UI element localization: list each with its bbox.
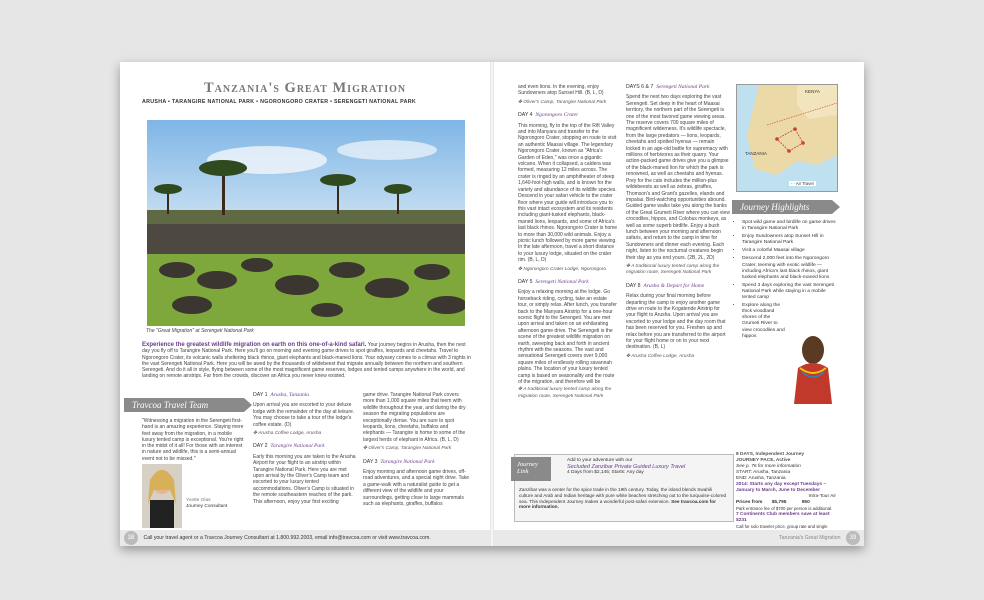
day8-heading: DAY 8 Arusha & Depart for Home bbox=[626, 282, 705, 289]
page-number-right: 39 bbox=[846, 531, 860, 545]
day4-lodging: ✤ Ngorongoro Crater Lodge, Ngorongoro bbox=[518, 266, 607, 272]
map-label-kenya: KENYA bbox=[805, 89, 820, 94]
day8-lodging: ✤ Arusha Coffee Lodge, Arusha bbox=[626, 353, 695, 359]
facts-call: Call for solo traveler price, group rate and single bbox=[736, 524, 828, 529]
team-quote: "Witnessing a migration in the Serengeti first-hand is an amazing experience. Staying mere feet away from the migration, in a mobile luxury tented camp is exceptional. You're right in the midst of it all! For those with an interest in nature and wildlife, this is a semi-annual event not to be missed." bbox=[142, 418, 244, 462]
day8-text: Relax during your final morning before departing the camp to enjoy another game drive en route to the Kogatende Airstrip for your flight to Arusha. Upon arrival you are escorted to your lodge and the day room that has been reserved for you. Freshen up and relax before you are transferred to the airport for your flight home or on to your next destination. (B, L) bbox=[626, 293, 726, 351]
intro-paragraph bbox=[142, 342, 472, 380]
highlight-item: • Spend 3 days exploring the vast Serengeti National Park while staying in a mobile tented camp bbox=[742, 283, 838, 301]
facts-pace: JOURNEY PACE, Active bbox=[736, 458, 791, 463]
journey-link-banner: Journey Link bbox=[511, 457, 551, 481]
facts-fee: Park entrance fee of $700 per person is additional. bbox=[736, 506, 833, 511]
migration-photo bbox=[147, 120, 465, 326]
itinerary-column-1 bbox=[253, 392, 357, 505]
day67-heading: DAYS 6 & 7 Serengeti National Park bbox=[626, 84, 710, 90]
day4-heading: DAY 4 Ngorongoro Crater bbox=[518, 112, 579, 119]
carryover-text: and even lions. In the evening, enjoy Sundowners atop Sunset Hill. (B, L, D) bbox=[518, 84, 604, 97]
journey-highlights-banner: Journey Highlights bbox=[732, 200, 832, 214]
facts-days: 8 DAYS, Independent Journey bbox=[736, 452, 805, 457]
tanzania-map-image bbox=[737, 85, 837, 191]
link-subtitle: 4 Days from $2,145; Starts: Any day bbox=[567, 470, 644, 475]
route-map bbox=[736, 84, 838, 192]
brochure-spread bbox=[120, 62, 864, 546]
left-footer bbox=[120, 530, 490, 546]
day2-text: Early this morning you are taken to the Arusha Airport for your flight to an airstrip within Tarangire National Park. Here you are met upon arrival by the Oliver's Camp team and escorted to your luxury tented accommodations. Oliver's Camp is situated in the remote southeastern reaches of the park. This afternoon, enjoy your first exciting bbox=[253, 453, 356, 505]
map-label-tanzania: TANZANIA bbox=[745, 151, 767, 156]
map-legend: - - Air Travel bbox=[791, 181, 814, 186]
highlight-item: • Spot wild game and birdlife on game drives in Tarangire National Park bbox=[742, 220, 838, 232]
day1-lodging: ✤ Arusha Coffee Lodge, Arusha bbox=[253, 431, 322, 437]
intro-lead: Experience the greatest wildlife migration on earth on this one-of-a-kind safari. bbox=[142, 342, 367, 348]
itinerary-column-3 bbox=[518, 84, 618, 406]
highlight-item: • Descend 2,000 feet into the Ngorongoro Crater, teeming with exotic wildlife — including Africa's last black rhinos, giant tusked elephants and black-maned lions bbox=[742, 256, 838, 280]
link-more: See travcoa.com for more information. bbox=[519, 498, 716, 510]
facts-pace-note: See p. 76 for more information bbox=[736, 464, 801, 469]
photo-caption: The "Great Migration" at Serengeti National Park bbox=[146, 328, 254, 334]
day5-text: Enjoy a relaxing morning at the lodge. Go horseback riding, cycling, take an estate tour, or simply relax. After lunch, you transfer back to the Manyara Airstrip for a one-hour scenic flight to the Serengeti. You are met upon arrival and taken on an exhilarating afternoon game drive. The Serengeti is the scene of the greatest wildlife migration on earth, sweeping back and forth in ancient rhythm with the seasons. The vast and sensational Serengeti covers over 9,000 square miles of endlessly rolling savannah plains. The location of your luxury tented camp is based on seasonality and the route of the migration, and therefore will be bbox=[518, 289, 617, 385]
consultant-photo bbox=[142, 464, 182, 528]
consultant-role: Journey Consultant bbox=[186, 504, 228, 510]
day67-text: Spend the next two days exploring the vast Serengeti. Set deep in the heart of Maasai territory, the northern part of the Serengeti is one of the most favored game viewing areas. The reserve covers 700 square miles of magnificent wilderness. It's wildlife spectacle, from the large predators — lions, leopards, cheetahs and spotted hyenas — remain locked in an age-old battle for supremacy with millions of herbivores as their quarry. Your action-packed game drives give you a glimpse of the black-maned lion for which the park is renowned, as well as cheetahs and hyenas. Prey for the cats includes the million-plus wildebeests as well as zebras, giraffes, Thomson's and Grant's gazelles, elands and impalas. Bird-watching opportunities abound. Guided game walks take you along the banks of the Great Grumeti River where you can view crocodiles, hippos, and Colobus monkeys, as well as some superb birdlife. Enjoy a bush lunch between your morning and afternoon safaris, and return to the camp in time for Sundowners and dinner each evening. Each night, listen to the nocturnal creatures begin their day as you end yours. (2B, 2L, 2D) bbox=[626, 94, 730, 261]
itinerary-column-4 bbox=[626, 84, 730, 366]
highlight-item: • Visit a colorful Maasai village bbox=[742, 248, 838, 254]
journey-link-box bbox=[514, 454, 734, 522]
day4-text: This morning, fly to the top of the Rift Valley and into Manyara and transfer to the Ngorongoro Crater, stopping en route to visit an authentic Maasai village. The legendary Ngorongoro Crater, known as "Africa's Garden of Eden," was once a gigantic volcano. When it collapsed, a caldera was formed, measuring 12 miles across. The crater is ringed by an amphitheater of steep 1,640-foot-high walls, and is known for the variety and abundance of its wildlife species. Descend in your safari vehicle to the crater floor where your guide will introduce you to this vast intact ecosystem and its residents including giant-tusked elephants, black-maned lions, leopards, and some of Africa's last black rhinos. Ngorongoro Crater is home to more than 30,000 wild animals. Enjoy a picnic lunch followed by more game viewing. In the late afternoon, travel a short distance to your luxury lodge, situated on the crater rim. (B, L, D) bbox=[518, 122, 618, 264]
left-page bbox=[120, 62, 492, 546]
intro-body: Your journey begins in Arusha, then the next day you fly off to Tarangire National Park. Here you'll go on morning and evening game drives to spot giraffes, leopards and cheetahs. Travel to Ngorongoro Crater, its volcanic walls sheltering black rhinos, giant elephants and black-maned lions. Your odyssey comes to a climax with 3 nights in the vast Serengeti National Park. Here you will be awed by the thousands of wildebeest that migrate annually between the northern and southern Serengeti. And do it all in style, flying between some of the most magnificent game reserves, lodges and tented camps anywhere in the world, and landing on remote airstrips. Far from the crowds, discover an Africa you never knew existed. bbox=[142, 342, 471, 380]
link-text: Zanzibar was a center for the spice trade in the 19th century. Today, the island blends Swahili culture and Arab and Indian heritage with pure white beaches stretching out to the turquoise-colored sea. This Independent Journey makes a wonderful post-safari extension. bbox=[519, 487, 727, 504]
maasai-portrait bbox=[788, 328, 838, 404]
travel-team-banner: Travcoa Travel Team bbox=[124, 398, 244, 412]
col2-lodging: ✤ Oliver's Camp, Tarangire National Park bbox=[363, 446, 452, 452]
air-travel-line-icon: - - bbox=[791, 181, 796, 186]
day1-heading: DAY 1 Arusha, Tanzania bbox=[253, 392, 310, 398]
right-page bbox=[492, 62, 864, 546]
highlight-item: • Explore along the thick woodland shores of the Grumeti River to view crocodiles and hippos bbox=[742, 303, 786, 340]
highlight-item: • Enjoy Sundowners atop Sunset Hill in Tarangire National Park bbox=[742, 234, 838, 246]
route-subtitle: ARUSHA • TARANGIRE NATIONAL PARK • NGORONGORO CRATER • SERENGETI NATIONAL PARK bbox=[142, 99, 416, 105]
itinerary-column-2 bbox=[363, 392, 471, 508]
facts-dates: 2014: Starts any day except Tuesdays – January to March, June to December bbox=[736, 482, 827, 493]
team-quote-box bbox=[142, 418, 246, 528]
day5-heading: DAY 5 Serengeti National Park bbox=[518, 278, 589, 285]
day2-heading: DAY 2 Tarangire National Park bbox=[253, 443, 325, 450]
right-footer bbox=[494, 530, 864, 546]
journey-facts-box bbox=[736, 452, 836, 536]
highlights-list bbox=[734, 220, 838, 340]
day1-text: Upon arrival you are escorted to your deluxe lodge with the remainder of the day at leisure. You may choose to take a tour of the lodge's coffee estate. (D) bbox=[253, 402, 355, 428]
highlights-box bbox=[734, 220, 838, 342]
day3-heading: DAY 3 Tarangire National Park bbox=[363, 458, 435, 465]
facts-start: START: Arusha, Tanzania bbox=[736, 470, 791, 475]
page-title: Tanzania's Great Migration bbox=[204, 80, 407, 96]
col2-text: game drive. Tarangire National Park covers more than 1,000 square miles that teem with wildlife throughout the year, and during the dry season the migrating populations are exceptionally dense. You are sure to spot leopards, lions, cheetahs, buffalos and elephants — Tarangire is home to some of the largest herds of elephant in Africa. (B, L, D) bbox=[363, 392, 466, 443]
day3-text: Enjoy morning and afternoon game drives, off-road adventures, and a special night drive. Take a game-walk with a naturalist guide to get a different view of the wildlife and your surroundings, getting close to large mammals such as elephants, giraffes, buffalos bbox=[363, 469, 470, 508]
carryover-lodging: ✤ Oliver's Camp, Tarangire National Park bbox=[518, 99, 607, 105]
facts-end: END: Arusha, Tanzania bbox=[736, 476, 786, 481]
wildebeest-herd-image bbox=[147, 120, 465, 326]
day67-lodging: ✤ A traditional luxury tented camp along the migration route, Serengeti National Park bbox=[626, 263, 720, 276]
consultant-name: Yvette Glas bbox=[186, 498, 211, 504]
facts-intra-air: Intra-Tour Air bbox=[808, 494, 836, 499]
facts-club: 7 Continents Club members save at least $231 bbox=[736, 512, 830, 523]
page-number-left: 38 bbox=[124, 531, 138, 545]
link-intro: Add to your adventure with our bbox=[567, 458, 633, 463]
day5-lodging: ✤ A traditional luxury tented camp along the migration route, Serengeti National Park bbox=[518, 387, 612, 399]
contact-line: Call your travel agent or a Travcoa Journey Consultant at 1.800.992.2003, email info@travcoa.com or visit www.travcoa.com. bbox=[143, 535, 431, 541]
link-title: Secluded Zanzibar Private Guided Luxury Travel bbox=[567, 464, 686, 470]
facts-prices: Prices from $5,795 950 bbox=[736, 500, 810, 505]
footer-title: Tanzania's Great Migration bbox=[779, 535, 841, 541]
